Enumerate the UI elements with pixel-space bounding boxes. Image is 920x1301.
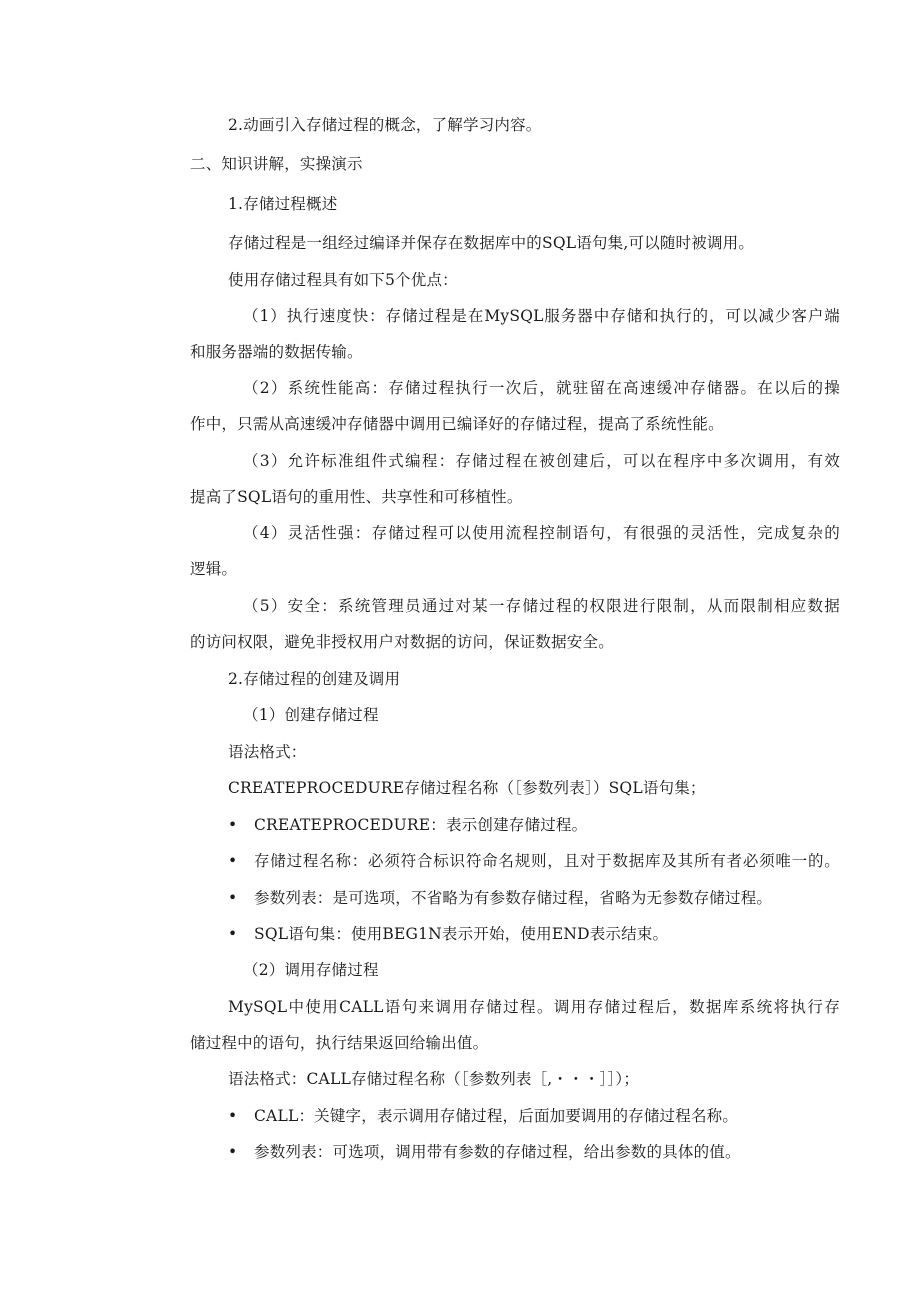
list-item: CREATEPROCEDURE：表示创建存储过程。 [254, 816, 588, 834]
bullet-icon: • [228, 1143, 238, 1161]
subsection-heading: 1.存储过程概述 [228, 195, 338, 213]
text-line: 逻辑。 [190, 560, 238, 578]
text-line: 和服务器端的数据传输。 [190, 343, 363, 361]
bullet-icon: • [228, 816, 238, 834]
text-line: 的访问权限，避免非授权用户对数据的访问，保证数据安全。 [190, 633, 614, 651]
text-line: （2）调用存储过程 [243, 961, 379, 979]
subsection-heading: 2.存储过程的创建及调用 [228, 670, 401, 688]
text-line: 2.动画引入存储过程的概念，了解学习内容。 [228, 116, 542, 134]
bullet-icon: • [228, 1107, 238, 1125]
bullet-icon: • [228, 852, 238, 870]
text-line: （2）系统性能高：存储过程执行一次后，就驻留在高速缓冲存储器。在以后的操 [243, 379, 840, 397]
text-line: 使用存储过程具有如下5个优点： [228, 271, 458, 289]
list-item: 参数列表：可选项，调用带有参数的存储过程，给出参数的具体的值。 [254, 1143, 741, 1161]
text-line: 提高了SQL语句的重用性、共享性和可移植性。 [190, 488, 523, 506]
text-line: 储过程中的语句，执行结果返回给输出值。 [190, 1034, 489, 1052]
text-line: 语法格式：CALL存储过程名称（［参数列表［,・・・］］）； [228, 1070, 640, 1088]
list-item: SQL语句集：使用BEG1N表示开始，使用END表示结束。 [254, 925, 669, 943]
text-line: （5）安全：系统管理员通过对某一存储过程的权限进行限制，从而限制相应数据 [243, 597, 840, 615]
text-line: （4）灵活性强：存储过程可以使用流程控制语句，有很强的灵活性，完成复杂的 [243, 524, 840, 542]
list-item: CALL：关键字，表示调用存储过程，后面加要调用的存储过程名称。 [254, 1107, 739, 1125]
bullet-icon: • [228, 889, 238, 907]
list-item: 存储过程名称：必须符合标识符命名规则，且对于数据库及其所有者必须唯一的。 [254, 852, 840, 870]
text-line: 语法格式： [228, 743, 307, 761]
text-line: CREATEPROCEDURE存储过程名称（［参数列表］）SQL语句集； [228, 779, 706, 797]
list-item: 参数列表：是可选项，不省略为有参数存储过程，省略为无参数存储过程。 [254, 889, 773, 907]
text-line: 存储过程是一组经过编译并保存在数据库中的SQL语句集,可以随时被调用。 [228, 234, 755, 252]
text-line: （1）创建存储过程 [243, 706, 379, 724]
text-line: （3）允许标准组件式编程：存储过程在被创建后，可以在程序中多次调用，有效 [243, 452, 840, 470]
text-line: （1）执行速度快：存储过程是在MySQL服务器中存储和执行的，可以减少客户端 [243, 307, 840, 325]
text-line: 作中，只需从高速缓冲存储器中调用已编译好的存储过程，提高了系统性能。 [190, 415, 724, 433]
section-heading: 二、知识讲解，实操演示 [190, 155, 363, 173]
text-line: MySQL中使用CALL语句来调用存储过程。调用存储过程后，数据库系统将执行存 [228, 998, 840, 1016]
bullet-icon: • [228, 925, 238, 943]
